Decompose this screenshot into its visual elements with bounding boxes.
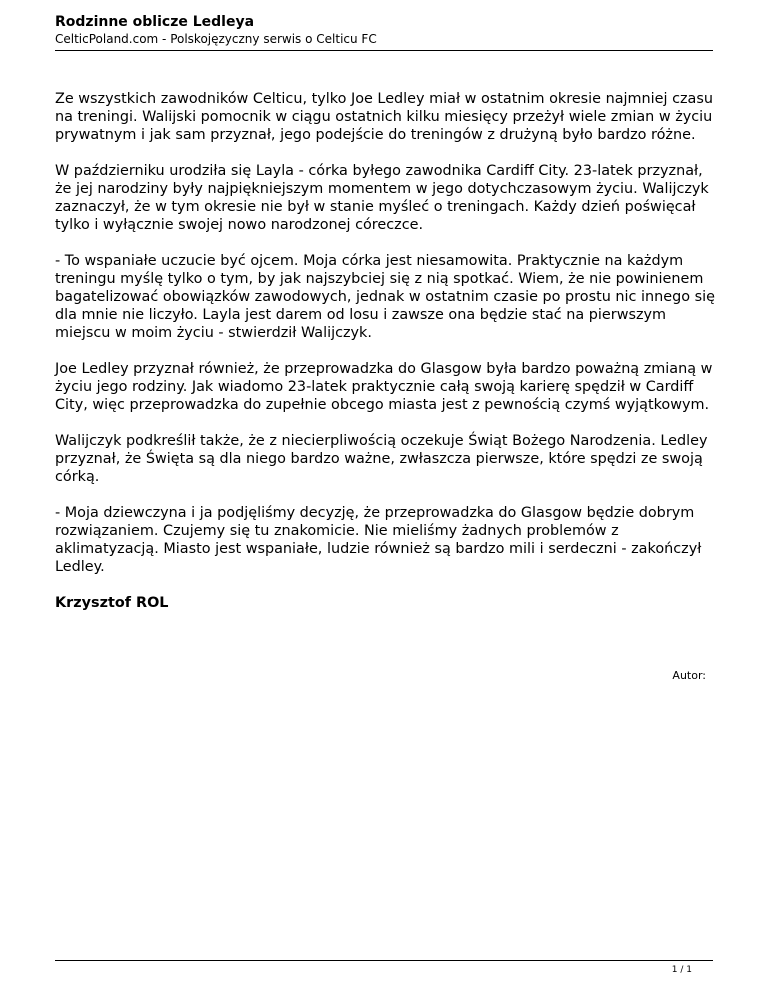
article-paragraph: Walijczyk podkreślił także, że z niecierpliwością oczekuje Świąt Bożego Narodzenia. Ledley przyznał, że Święta są dla niego bardzo ważne, zwłaszcza pierwsze, które spędzi ze swoją córką. (55, 433, 708, 485)
site-subtitle: CelticPoland.com - Polskojęzyczny serwis o Celticu FC (55, 32, 377, 46)
page-number: 1 / 1 (671, 965, 692, 975)
article-body (55, 90, 715, 630)
article-paragraph: - To wspaniałe uczucie być ojcem. Moja córka jest niesamowita. Praktycznie na każdym treningu myślę tylko o tym, by jak najszybciej się z nią spotkać. Wiem, że nie powinienem bagatelizować obowiązków zawodowych, jednak w ostatnim czasie po prostu nic innego się dla mnie nie liczyło. Layla jest darem od losu i zawsze ona będzie stać na pierwszym miejscu w moim życiu - stwierdził Walijczyk. (55, 253, 715, 341)
author-label: Autor: (672, 669, 706, 682)
document-title: Rodzinne oblicze Ledleya (55, 14, 255, 30)
article-paragraph: W październiku urodziła się Layla - córka byłego zawodnika Cardiff City. 23-latek przyznał, że jej narodziny były najpiękniejszym momentem w jego dotychczasowym życiu. Walijczyk zaznaczył, że w tym okresie nie był w stanie myśleć o treningach. Każdy dzień poświęcał tylko i wyłącznie swojej nowo narodzonej córeczce. (55, 163, 709, 233)
article-paragraph: Ze wszystkich zawodników Celticu, tylko Joe Ledley miał w ostatnim okresie najmniej czasu na treningi. Walijski pomocnik w ciągu ostatnich kilku miesięcy przeżył wiele zmian w życiu prywatnym i jak sam przyznał, jego podejście do treningów z drużyną było bardzo różne. (55, 91, 713, 143)
article-author: Krzysztof ROL (55, 595, 169, 611)
page-header (55, 13, 713, 47)
header-divider (55, 50, 713, 51)
article-paragraph: - Moja dziewczyna i ja podjęliśmy decyzję, że przeprowadzka do Glasgow będzie dobrym rozwiązaniem. Czujemy się tu znakomicie. Nie mieliśmy żadnych problemów z aklimatyzacją. Miasto jest wspaniałe, ludzie również są bardzo mili i serdeczni - zakończył Ledley. (55, 505, 702, 575)
footer-divider (55, 960, 713, 961)
article-paragraph: Joe Ledley przyznał również, że przeprowadzka do Glasgow była bardzo poważną zmianą w życiu jego rodziny. Jak wiadomo 23-latek praktycznie całą swoją karierę spędził w Cardiff City, więc przeprowadzka do zupełnie obcego miasta jest z pewnością czymś wyjątkowym. (55, 361, 713, 413)
